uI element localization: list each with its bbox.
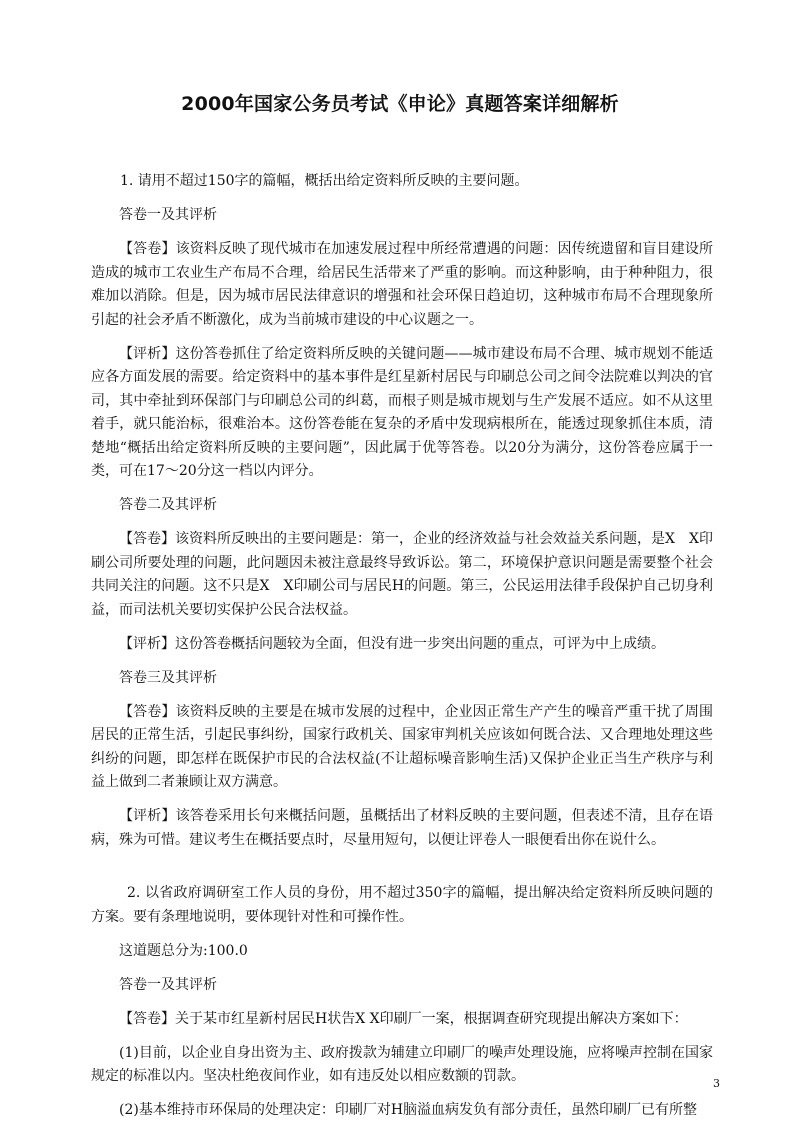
question-2: 2. 以省政府调研室工作人员的身份，用不超过350字的篇幅，提出解决给定资料所反映问题的方案。要有条理地说明，要体现针对性和可操作性。 <box>91 885 713 925</box>
total-score-line: 这道题总分为:100.0 <box>119 942 248 959</box>
section-heading-answer-1: 答卷一及其评析 <box>119 976 217 993</box>
document-title: 2000年国家公务员考试《申论》真题答案详细解析 <box>181 93 619 115</box>
answer-paragraph: 【答卷】该资料所反映出的主要问题是：第一，企业的经济效益与社会效益关系问题，是X X印刷公司所要处理的问题，此问题因未被注意最终导致诉讼。第二，环境保护意识问题是需要整个社会共同关注的问题。这不只是X X印刷公司与居民H的问题。第三，公民运用法律手段保护自己切身利益，而司法机关要切实保护公民合法权益。 <box>91 531 713 618</box>
answer-paragraph: 【答卷】该资料反映的主要是在城市发展的过程中，企业因正常生产产生的噪音严重干扰了周围居民的正常生活，引起民事纠纷，国家行政机关、国家审判机关应该如何既合法、又合理地处理这些纠纷的问题，即怎样在既保护市民的合法权益(不让超标噪音影响生活)又保护企业正当生产秩序与利益上做到二者兼顾让双方满意。 <box>91 703 713 790</box>
answer-paragraph: 【答卷】该资料反映了现代城市在加速发展过程中所经常遭遇的问题：因传统遗留和盲目建设所造成的城市工农业生产布局不合理，给居民生活带来了严重的影响。而这种影响，由于种种阻力，很难加以消除。但是，因为城市居民法律意识的增强和社会环保日趋迫切，这种城市布局不合理现象所引起的社会矛盾不断激化，成为当前城市建设的中心议题之一。 <box>91 241 713 328</box>
answer-paragraph: 【答卷】关于某市红星新村居民H状告X X印刷厂一案，根据调查研究现提出解决方案如下： <box>119 1010 688 1027</box>
review-paragraph: 【评析】这份答卷概括问题较为全面，但没有进一步突出问题的重点，可评为中上成绩。 <box>119 635 665 652</box>
question-1: 1. 请用不超过150字的篇幅，概括出给定资料所反映的主要问题。 <box>120 173 529 189</box>
section-heading-answer-3: 答卷三及其评析 <box>119 669 217 686</box>
page-number: 3 <box>713 1077 720 1090</box>
section-heading-answer-1: 答卷一及其评析 <box>119 207 217 223</box>
answer-list-item: (2)基本维持市环保局的处理决定：印刷厂对H脑溢血病发负有部分责任，虽然印刷厂已有所整 <box>119 1102 698 1118</box>
answer-list-item: (1)目前，以企业自身出资为主、政府拨款为辅建立印刷厂的噪声处理设施，应将噪声控制在国家规定的标准以内。坚决杜绝夜间作业，如有违反处以相应数额的罚款。 <box>91 1044 713 1084</box>
review-paragraph: 【评析】这份答卷抓住了给定资料所反映的关键问题——城市建设布局不合理、城市规划不能适应各方面发展的需要。给定资料中的基本事件是红星新村居民与印刷总公司之间令法院难以判决的官司，其中牵扯到环保部门与印刷总公司的纠葛，而根子则是城市规划与生产发展不适应。如不从这里着手，就只能治标，很难治本。这份答卷能在复杂的矛盾中发现病根所在，能透过现象抓住本质，清楚地“概括出给定资料所反映的主要问题”，因此属于优等答卷。以20分为满分，这份答卷应属于一类，可在17～20分这一档以内评分。 <box>91 345 713 479</box>
document-body <box>91 170 713 1133</box>
section-heading-answer-2: 答卷二及其评析 <box>119 497 217 513</box>
review-paragraph: 【评析】该答卷采用长句来概括问题，虽概括出了材料反映的主要问题，但表述不清，且存在语病，殊为可惜。建议考生在概括要点时，尽量用短句，以便让评卷人一眼便看出你在说什么。 <box>91 808 713 848</box>
